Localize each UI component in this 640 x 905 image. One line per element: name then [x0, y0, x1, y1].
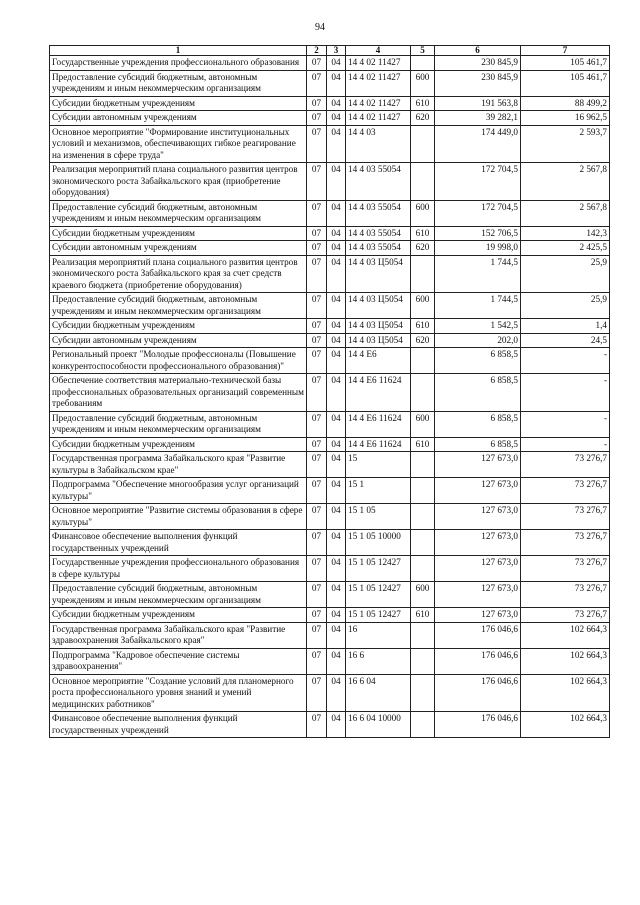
- amount-1-cell: 127 673,0: [435, 556, 521, 582]
- section-code-cell: 07: [307, 608, 327, 623]
- subsection-code-cell: 04: [327, 712, 346, 738]
- target-article-cell: 14 4 03 55054: [346, 241, 411, 256]
- amount-1-cell: 176 046,6: [435, 648, 521, 674]
- row-name-cell: Подпрограмма "Кадровое обеспечение системы здравоохранения": [50, 648, 307, 674]
- expense-type-cell: 600: [411, 582, 435, 608]
- amount-1-cell: 202,0: [435, 333, 521, 348]
- expense-type-cell: [411, 452, 435, 478]
- row-name-cell: Государственные учреждения профессионального образования в сфере культуры: [50, 556, 307, 582]
- expense-type-cell: [411, 125, 435, 163]
- table-row: [50, 96, 610, 111]
- section-code-cell: 07: [307, 582, 327, 608]
- amount-2-cell: 24,5: [521, 333, 610, 348]
- expense-type-cell: 610: [411, 319, 435, 334]
- section-code-cell: 07: [307, 452, 327, 478]
- expense-type-cell: 620: [411, 241, 435, 256]
- subsection-code-cell: 04: [327, 674, 346, 712]
- table-body: [50, 56, 610, 738]
- table-row: [50, 56, 610, 71]
- column-header: 3: [327, 46, 346, 56]
- expense-type-cell: [411, 255, 435, 293]
- expense-type-cell: [411, 622, 435, 648]
- subsection-code-cell: 04: [327, 70, 346, 96]
- expense-type-cell: [411, 56, 435, 71]
- expense-type-cell: 610: [411, 437, 435, 452]
- section-code-cell: 07: [307, 478, 327, 504]
- amount-2-cell: 102 664,3: [521, 648, 610, 674]
- row-name-cell: Основное мероприятие "Создание условий для планомерного роста профессионального уровня знаний и умений медицинских работников": [50, 674, 307, 712]
- section-code-cell: 07: [307, 333, 327, 348]
- section-code-cell: 07: [307, 437, 327, 452]
- expense-type-cell: 610: [411, 608, 435, 623]
- table-row: [50, 111, 610, 126]
- expense-type-cell: [411, 530, 435, 556]
- table-row: [50, 411, 610, 437]
- amount-2-cell: 102 664,3: [521, 674, 610, 712]
- amount-1-cell: 127 673,0: [435, 608, 521, 623]
- subsection-code-cell: 04: [327, 437, 346, 452]
- section-code-cell: 07: [307, 556, 327, 582]
- table-row: [50, 622, 610, 648]
- row-name-cell: Субсидии бюджетным учреждениям: [50, 608, 307, 623]
- subsection-code-cell: 04: [327, 163, 346, 201]
- target-article-cell: 14 4 E6: [346, 348, 411, 374]
- target-article-cell: 15 1 05: [346, 504, 411, 530]
- target-article-cell: 15: [346, 452, 411, 478]
- section-code-cell: 07: [307, 648, 327, 674]
- table-row: [50, 437, 610, 452]
- target-article-cell: 14 4 03 55054: [346, 200, 411, 226]
- table-row: [50, 255, 610, 293]
- section-code-cell: 07: [307, 674, 327, 712]
- amount-2-cell: 2 593,7: [521, 125, 610, 163]
- target-article-cell: 15 1 05 12427: [346, 582, 411, 608]
- column-header: 7: [521, 46, 610, 56]
- target-article-cell: 14 4 02 11427: [346, 111, 411, 126]
- row-name-cell: Субсидии бюджетным учреждениям: [50, 226, 307, 241]
- section-code-cell: 07: [307, 163, 327, 201]
- row-name-cell: Региональный проект "Молодые профессионалы (Повышение конкурентоспособности профессионального образования)": [50, 348, 307, 374]
- amount-2-cell: 25,9: [521, 255, 610, 293]
- amount-1-cell: 174 449,0: [435, 125, 521, 163]
- amount-2-cell: 105 461,7: [521, 70, 610, 96]
- row-name-cell: Субсидии автономным учреждениям: [50, 241, 307, 256]
- column-header: 2: [307, 46, 327, 56]
- subsection-code-cell: 04: [327, 241, 346, 256]
- expense-type-cell: 600: [411, 200, 435, 226]
- amount-2-cell: 88 499,2: [521, 96, 610, 111]
- table-row: [50, 478, 610, 504]
- column-header: 4: [346, 46, 411, 56]
- subsection-code-cell: 04: [327, 348, 346, 374]
- section-code-cell: 07: [307, 319, 327, 334]
- table-row: [50, 293, 610, 319]
- target-article-cell: 14 4 03 Ц5054: [346, 293, 411, 319]
- section-code-cell: 07: [307, 411, 327, 437]
- section-code-cell: 07: [307, 348, 327, 374]
- amount-1-cell: 6 858,5: [435, 437, 521, 452]
- row-name-cell: Основное мероприятие "Развитие системы образования в сфере культуры": [50, 504, 307, 530]
- subsection-code-cell: 04: [327, 556, 346, 582]
- amount-1-cell: 127 673,0: [435, 504, 521, 530]
- amount-1-cell: 172 704,5: [435, 163, 521, 201]
- amount-1-cell: 6 858,5: [435, 411, 521, 437]
- amount-2-cell: 102 664,3: [521, 712, 610, 738]
- section-code-cell: 07: [307, 200, 327, 226]
- target-article-cell: 16 6 04: [346, 674, 411, 712]
- amount-1-cell: 152 706,5: [435, 226, 521, 241]
- section-code-cell: 07: [307, 96, 327, 111]
- header-row: [50, 46, 610, 56]
- target-article-cell: 14 4 03 Ц5054: [346, 255, 411, 293]
- amount-2-cell: 73 276,7: [521, 608, 610, 623]
- subsection-code-cell: 04: [327, 411, 346, 437]
- page-number: 94: [315, 22, 325, 33]
- column-header: 6: [435, 46, 521, 56]
- expense-type-cell: 600: [411, 411, 435, 437]
- target-article-cell: 16: [346, 622, 411, 648]
- amount-1-cell: 127 673,0: [435, 582, 521, 608]
- target-article-cell: 14 4 02 11427: [346, 56, 411, 71]
- section-code-cell: 07: [307, 125, 327, 163]
- table-row: [50, 333, 610, 348]
- expense-type-cell: 600: [411, 70, 435, 96]
- section-code-cell: 07: [307, 111, 327, 126]
- amount-1-cell: 1 744,5: [435, 255, 521, 293]
- amount-2-cell: 105 461,7: [521, 56, 610, 71]
- target-article-cell: 14 4 E6 11624: [346, 374, 411, 412]
- expense-type-cell: [411, 712, 435, 738]
- row-name-cell: Финансовое обеспечение выполнения функций государственных учреждений: [50, 712, 307, 738]
- row-name-cell: Предоставление субсидий бюджетным, автономным учреждениям и иным некоммерческим организациям: [50, 411, 307, 437]
- row-name-cell: Субсидии бюджетным учреждениям: [50, 96, 307, 111]
- table-row: [50, 674, 610, 712]
- expense-type-cell: 620: [411, 111, 435, 126]
- subsection-code-cell: 04: [327, 333, 346, 348]
- table-row: [50, 70, 610, 96]
- expense-type-cell: [411, 648, 435, 674]
- row-name-cell: Реализация мероприятий плана социального развития центров экономического роста Забайкальского края за счет средств краевого бюджета (приобретение оборудования): [50, 255, 307, 293]
- amount-2-cell: 73 276,7: [521, 556, 610, 582]
- section-code-cell: 07: [307, 622, 327, 648]
- expense-type-cell: [411, 348, 435, 374]
- section-code-cell: 07: [307, 530, 327, 556]
- subsection-code-cell: 04: [327, 504, 346, 530]
- row-name-cell: Субсидии бюджетным учреждениям: [50, 319, 307, 334]
- expense-type-cell: [411, 163, 435, 201]
- amount-2-cell: 73 276,7: [521, 530, 610, 556]
- table-row: [50, 504, 610, 530]
- expense-type-cell: [411, 478, 435, 504]
- target-article-cell: 15 1: [346, 478, 411, 504]
- target-article-cell: 14 4 02 11427: [346, 96, 411, 111]
- expense-type-cell: 600: [411, 293, 435, 319]
- amount-1-cell: 230 845,9: [435, 70, 521, 96]
- amount-2-cell: 73 276,7: [521, 452, 610, 478]
- subsection-code-cell: 04: [327, 648, 346, 674]
- row-name-cell: Государственная программа Забайкальского края "Развитие здравоохранения Забайкальского края": [50, 622, 307, 648]
- amount-1-cell: 172 704,5: [435, 200, 521, 226]
- target-article-cell: 14 4 03 55054: [346, 226, 411, 241]
- target-article-cell: 15 1 05 12427: [346, 556, 411, 582]
- amount-2-cell: -: [521, 348, 610, 374]
- subsection-code-cell: 04: [327, 96, 346, 111]
- target-article-cell: 14 4 03 55054: [346, 163, 411, 201]
- target-article-cell: 14 4 E6 11624: [346, 411, 411, 437]
- amount-1-cell: 1 744,5: [435, 293, 521, 319]
- expense-type-cell: [411, 556, 435, 582]
- amount-1-cell: 176 046,6: [435, 712, 521, 738]
- subsection-code-cell: 04: [327, 255, 346, 293]
- amount-2-cell: 2 425,5: [521, 241, 610, 256]
- target-article-cell: 16 6: [346, 648, 411, 674]
- row-name-cell: Предоставление субсидий бюджетным, автономным учреждениям и иным некоммерческим организациям: [50, 582, 307, 608]
- table-row: [50, 200, 610, 226]
- column-header: 5: [411, 46, 435, 56]
- table-header: [50, 46, 610, 56]
- target-article-cell: 14 4 02 11427: [346, 70, 411, 96]
- row-name-cell: Государственная программа Забайкальского края "Развитие культуры в Забайкальском крае": [50, 452, 307, 478]
- subsection-code-cell: 04: [327, 608, 346, 623]
- table-row: [50, 348, 610, 374]
- table-row: [50, 374, 610, 412]
- target-article-cell: 15 1 05 12427: [346, 608, 411, 623]
- table-row: [50, 452, 610, 478]
- subsection-code-cell: 04: [327, 582, 346, 608]
- table-row: [50, 608, 610, 623]
- expense-type-cell: [411, 374, 435, 412]
- amount-1-cell: 39 282,1: [435, 111, 521, 126]
- section-code-cell: 07: [307, 374, 327, 412]
- table-row: [50, 556, 610, 582]
- target-article-cell: 14 4 03: [346, 125, 411, 163]
- section-code-cell: 07: [307, 712, 327, 738]
- target-article-cell: 14 4 03 Ц5054: [346, 333, 411, 348]
- target-article-cell: 16 6 04 10000: [346, 712, 411, 738]
- expense-type-cell: [411, 674, 435, 712]
- amount-1-cell: 6 858,5: [435, 374, 521, 412]
- amount-2-cell: 1,4: [521, 319, 610, 334]
- target-article-cell: 15 1 05 10000: [346, 530, 411, 556]
- subsection-code-cell: 04: [327, 478, 346, 504]
- amount-1-cell: 6 858,5: [435, 348, 521, 374]
- subsection-code-cell: 04: [327, 125, 346, 163]
- row-name-cell: Подпрограмма "Обеспечение многообразия услуг организаций культуры": [50, 478, 307, 504]
- table-row: [50, 319, 610, 334]
- target-article-cell: 14 4 E6 11624: [346, 437, 411, 452]
- row-name-cell: Субсидии бюджетным учреждениям: [50, 437, 307, 452]
- amount-2-cell: 2 567,8: [521, 200, 610, 226]
- amount-1-cell: 191 563,8: [435, 96, 521, 111]
- row-name-cell: Реализация мероприятий плана социального развития центров экономического роста Забайкальского края (приобретение оборудования): [50, 163, 307, 201]
- amount-2-cell: -: [521, 374, 610, 412]
- table-row: [50, 712, 610, 738]
- section-code-cell: 07: [307, 504, 327, 530]
- amount-1-cell: 127 673,0: [435, 478, 521, 504]
- subsection-code-cell: 04: [327, 319, 346, 334]
- row-name-cell: Субсидии автономным учреждениям: [50, 333, 307, 348]
- amount-1-cell: 176 046,6: [435, 674, 521, 712]
- amount-2-cell: 142,3: [521, 226, 610, 241]
- subsection-code-cell: 04: [327, 530, 346, 556]
- amount-2-cell: 73 276,7: [521, 582, 610, 608]
- table-row: [50, 582, 610, 608]
- row-name-cell: Предоставление субсидий бюджетным, автономным учреждениям и иным некоммерческим организациям: [50, 293, 307, 319]
- amount-1-cell: 127 673,0: [435, 530, 521, 556]
- subsection-code-cell: 04: [327, 374, 346, 412]
- amount-2-cell: -: [521, 411, 610, 437]
- row-name-cell: Государственные учреждения профессионального образования: [50, 56, 307, 71]
- amount-1-cell: 1 542,5: [435, 319, 521, 334]
- budget-table: [49, 45, 610, 738]
- amount-2-cell: 102 664,3: [521, 622, 610, 648]
- amount-2-cell: 16 962,5: [521, 111, 610, 126]
- subsection-code-cell: 04: [327, 226, 346, 241]
- table-row: [50, 241, 610, 256]
- row-name-cell: Обеспечение соответствия материально-технической базы профессиональных образовательных организаций современным требованиям: [50, 374, 307, 412]
- section-code-cell: 07: [307, 56, 327, 71]
- section-code-cell: 07: [307, 293, 327, 319]
- subsection-code-cell: 04: [327, 111, 346, 126]
- subsection-code-cell: 04: [327, 293, 346, 319]
- section-code-cell: 07: [307, 241, 327, 256]
- amount-2-cell: 25,9: [521, 293, 610, 319]
- amount-2-cell: 2 567,8: [521, 163, 610, 201]
- row-name-cell: Предоставление субсидий бюджетным, автономным учреждениям и иным некоммерческим организациям: [50, 70, 307, 96]
- section-code-cell: 07: [307, 70, 327, 96]
- column-header: 1: [50, 46, 307, 56]
- expense-type-cell: 610: [411, 226, 435, 241]
- expense-type-cell: [411, 504, 435, 530]
- row-name-cell: Основное мероприятие "Формирование институциональных условий и механизмов, обеспечивающих гибкое реагирование на изменения в сфере труда": [50, 125, 307, 163]
- table-row: [50, 226, 610, 241]
- table-row: [50, 530, 610, 556]
- section-code-cell: 07: [307, 226, 327, 241]
- row-name-cell: Субсидии автономным учреждениям: [50, 111, 307, 126]
- table-row: [50, 125, 610, 163]
- amount-2-cell: -: [521, 437, 610, 452]
- amount-2-cell: 73 276,7: [521, 504, 610, 530]
- amount-1-cell: 230 845,9: [435, 56, 521, 71]
- amount-1-cell: 19 998,0: [435, 241, 521, 256]
- table-row: [50, 163, 610, 201]
- expense-type-cell: 610: [411, 96, 435, 111]
- row-name-cell: Финансовое обеспечение выполнения функций государственных учреждений: [50, 530, 307, 556]
- section-code-cell: 07: [307, 255, 327, 293]
- subsection-code-cell: 04: [327, 622, 346, 648]
- amount-1-cell: 127 673,0: [435, 452, 521, 478]
- amount-1-cell: 176 046,6: [435, 622, 521, 648]
- subsection-code-cell: 04: [327, 56, 346, 71]
- subsection-code-cell: 04: [327, 200, 346, 226]
- row-name-cell: Предоставление субсидий бюджетным, автономным учреждениям и иным некоммерческим организациям: [50, 200, 307, 226]
- target-article-cell: 14 4 03 Ц5054: [346, 319, 411, 334]
- amount-2-cell: 73 276,7: [521, 478, 610, 504]
- subsection-code-cell: 04: [327, 452, 346, 478]
- expense-type-cell: 620: [411, 333, 435, 348]
- table-row: [50, 648, 610, 674]
